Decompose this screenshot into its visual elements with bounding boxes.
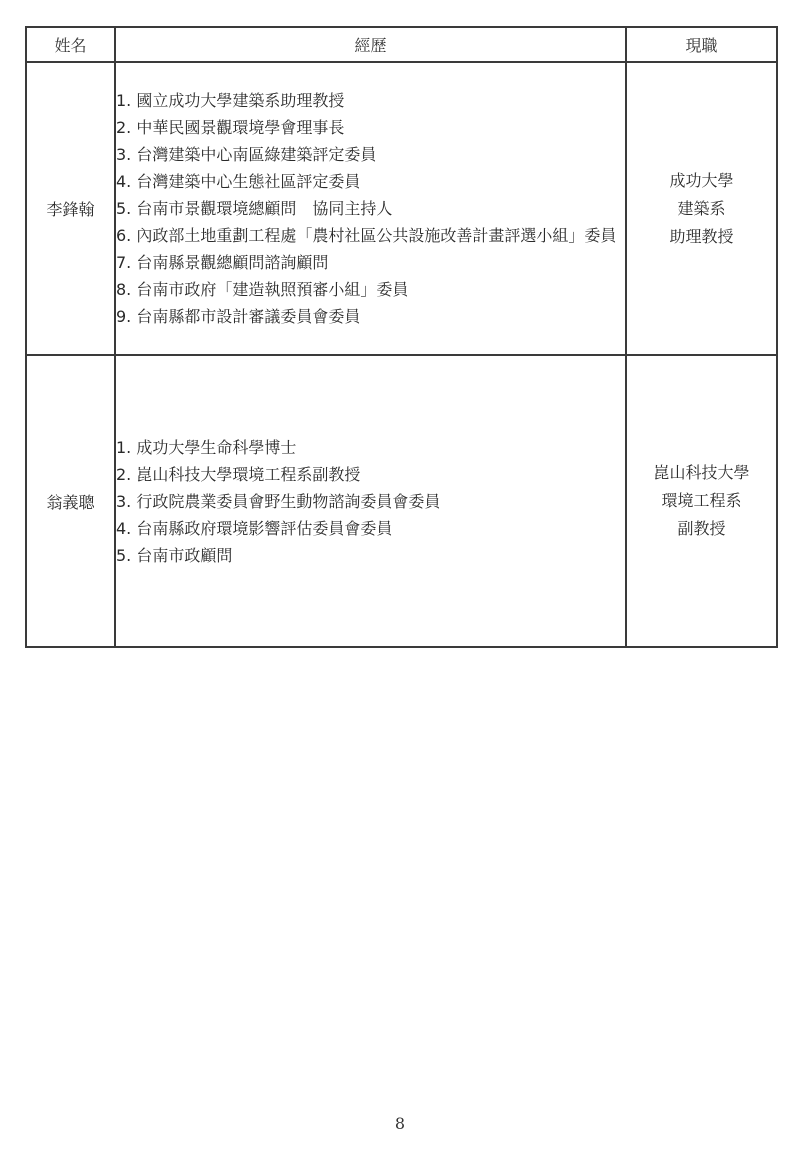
current-position (626, 355, 777, 647)
member-name: 李鋒翰 (26, 62, 115, 355)
table-row (26, 355, 777, 647)
experience-item: 1. 成功大學生命科學博士 (116, 437, 297, 457)
experience-item: 9. 台南縣都市設計審議委員會委員 (116, 307, 361, 326)
experience-item: 2. 崑山科技大學環境工程系副教授 (116, 464, 361, 484)
experience-cell (115, 355, 626, 647)
header-experience: 經歷 (115, 27, 626, 62)
current-position (626, 62, 777, 355)
member-table (25, 26, 778, 648)
page-number: 8 (394, 1114, 406, 1133)
experience-item: 4. 台灣建築中心生態社區評定委員 (116, 172, 361, 191)
position-line: 副教授 (677, 519, 726, 538)
experience-item: 7. 台南縣景觀總顧問諮詢顧問 (116, 253, 329, 272)
experience-cell (115, 62, 626, 355)
experience-item: 8. 台南市政府「建造執照預審小組」委員 (116, 280, 409, 299)
position-line: 建築系 (677, 198, 726, 218)
experience-item: 4. 台南縣政府環境影響評估委員會委員 (116, 518, 393, 538)
position-line: 崑山科技大學 (653, 463, 750, 482)
header-name: 姓名 (26, 27, 115, 62)
experience-list (116, 87, 625, 330)
table-header-row (26, 27, 777, 62)
position-line: 助理教授 (669, 226, 734, 246)
member-name: 翁義聰 (26, 355, 115, 647)
experience-item: 5. 台南市景觀環境總顧問 協同主持人 (116, 199, 393, 218)
experience-item: 1. 國立成功大學建築系助理教授 (116, 91, 345, 110)
position-line: 成功大學 (669, 170, 734, 190)
experience-item: 2. 中華民國景觀環境學會理事長 (116, 118, 345, 137)
experience-item: 3. 行政院農業委員會野生動物諮詢委員會委員 (116, 491, 441, 511)
header-position: 現職 (626, 27, 777, 62)
experience-list (116, 434, 625, 569)
experience-item: 6. 內政部土地重劃工程處「農村社區公共設施改善計畫評選小組」委員 (116, 226, 617, 245)
experience-item: 3. 台灣建築中心南區綠建築評定委員 (116, 145, 377, 164)
position-line: 環境工程系 (661, 491, 742, 510)
experience-item: 5. 台南市政顧問 (116, 545, 233, 565)
table-row (26, 62, 777, 355)
